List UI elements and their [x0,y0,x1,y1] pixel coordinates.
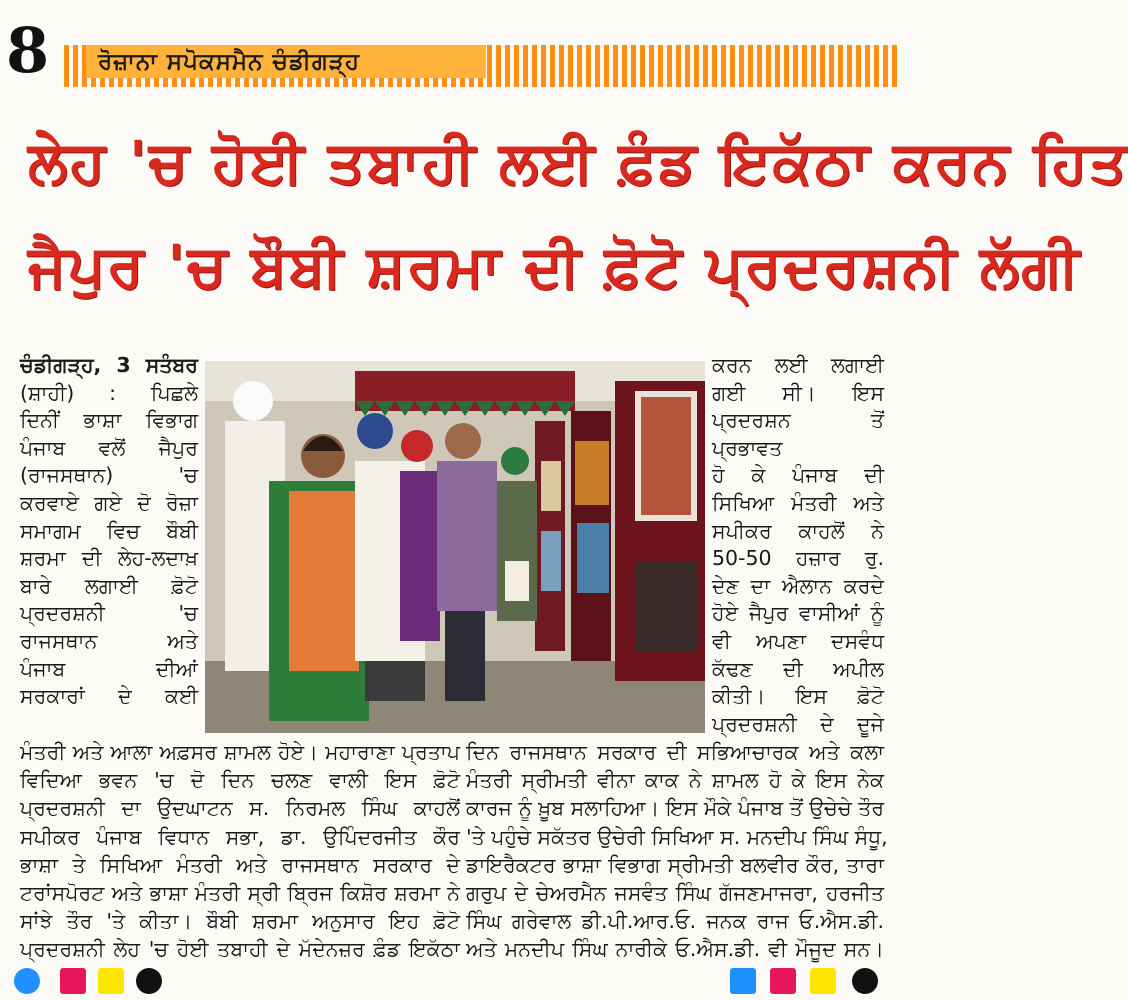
text-line: ਪ੍ਰਦਰਸ਼ਨੀ 'ਚ [20,601,198,626]
text-line: ਸਮਾਗਮ ਵਿਚ ਬੌਬੀ [20,518,198,543]
bottom-right-column [466,738,888,964]
text-line: ਹੋ ਕੇ ਪੰਜਾਬ ਦੀ [712,463,884,488]
text-line: ਸਰਕਾਰਾਂ ਦੇ ਕਈ [20,684,198,709]
left-column [20,352,198,711]
registration-mark-black-right [852,968,878,994]
bottom-left-column [20,738,460,964]
text-line: ਟਰਾਂਸਪੋਰਟ ਅਤੇ ਭਾਸ਼ਾ ਮੰਤਰੀ ਸ੍ਰੀ ਬ੍ਰਿਜ ਕਿਸ਼ੋਰ ਸ਼ਰਮਾ ਨੇ [20,881,460,906]
text-line: ਵਿਦਿਆ ਭਵਨ 'ਚ ਦੋ ਦਿਨ ਚਲਣ ਵਾਲੀ ਇਸ ਫ਼ੋਟੋ [20,768,460,793]
text-line: ਦਿਨ ਰਾਜਸਥਾਨ ਸਰਕਾਰ ਦੀ ਸਭਿਆਚਾਰਕ ਅਤੇ ਕਲਾ [466,740,884,764]
text-line: ਹੋਏ ਜੈਪੁਰ ਵਾਸੀਆਂ ਨੂੰ [712,601,884,626]
text-line: ਸਿਖਿਆ ਮੰਤਰੀ ਅਤੇ [712,490,884,515]
text-line: ਗਈ ਸੀ। ਇਸ [712,380,884,405]
text-line: ਪ੍ਰਦਰਸ਼ਨੀ ਦੇ ਦੂਜੇ [712,711,884,736]
text-line: ਪ੍ਰਦਰਸ਼ਨ ਤੋਂ ਪ੍ਰਭਾਵਤ [712,408,884,460]
news-photo [205,361,705,733]
registration-mark-magenta-left [60,968,86,994]
headline-line-1: ਲੇਹ 'ਚ ਹੋਈ ਤਬਾਹੀ ਲਈ ਫ਼ੰਡ ਇਕੱਠਾ ਕਰਨ ਹਿਤ [28,128,1128,196]
registration-mark-yellow-left [98,968,124,994]
text-line: ਸਪੀਕਰ ਪੰਜਾਬ ਵਿਧਾਨ ਸਭਾ, ਡਾ. ਉਪਿੰਦਰਜੀਤ ਕੌਰ [20,824,460,849]
registration-mark-cyan-left [14,968,40,994]
text-line: (ਸ਼ਾਹੀ) : ਪਿਛਲੇ [20,380,198,405]
text-line: 'ਤੇ ਪਹੁੰਚੇ ਸਕੱਤਰ ਉਚੇਰੀ ਸਿਖਿਆ ਸ. ਮਨਦੀਪ ਸਿੰਘ ਸੰਧੂ, [466,824,888,849]
headline-line-2: ਜੈਪੁਰ 'ਚ ਬੌਬੀ ਸ਼ਰਮਾ ਦੀ ਫ਼ੋਟੋ ਪ੍ਰਦਰਸ਼ਨੀ ਲੱਗੀ [28,232,1081,300]
text-line: ਅਤੇ ਮਨਦੀਪ ਸਿੰਘ ਨਾਰੀਕੇ ਓ.ਐਸ.ਡੀ. ਵੀ ਮੌਜੂਦ ਸਨ। [466,937,884,962]
page-number: 8 [6,14,50,87]
text-line: ਡਾਇਰੈਕਟਰ ਭਾਸ਼ਾ ਵਿਭਾਗ ਸ੍ਰੀਮਤੀ ਬਲਵੀਰ ਕੌਰ, ਤਾਰਾ [466,852,884,877]
text-line: ਬਾਰੇ ਲਗਾਈ ਫ਼ੋਟੋ [20,573,198,598]
text-line: ਸ਼ਰਮਾ ਦੀ ਲੇਹ-ਲਦਾਖ਼ [20,546,198,571]
registration-mark-magenta-right [770,968,796,994]
text-line: ਦਿਨੀਂ ਭਾਸ਼ਾ ਵਿਭਾਗ [20,408,198,433]
text-line: ਦੇਣ ਦਾ ਐਲਾਨ ਕਰਦੇ [712,573,884,598]
text-line: ਕਾਰਜ ਨੂੰ ਖ਼ੂਬ ਸਲਾਹਿਆ। ਇਸ ਮੌਕੇ ਪੰਜਾਬ ਤੋਂ ਉਚੇਚੇ ਤੌਰ [466,796,885,821]
text-line: ਰਾਜਸਥਾਨ ਅਤੇ [20,628,198,653]
masthead-title: ਰੋਜ਼ਾਨਾ ਸਪੋਕਸਮੈਨ ਚੰਡੀਗੜ੍ਹ [98,49,360,75]
text-line: (ਰਾਜਸਥਾਨ) 'ਚ [20,463,198,488]
text-line: ਪੰਜਾਬ ਦੀਆਂ [20,656,198,681]
text-line: ਭਾਸ਼ਾ ਤੇ ਸਿਖਿਆ ਮੰਤਰੀ ਅਤੇ ਰਾਜਸਥਾਨ ਸਰਕਾਰ ਦੇ [20,852,460,877]
text-line: ਸਾਂਝੇ ਤੌਰ 'ਤੇ ਕੀਤਾ। ਬੌਬੀ ਸ਼ਰਮਾ ਅਨੁਸਾਰ ਇਹ ਫ਼ੋਟੋ [20,909,460,934]
dateline: ਚੰਡੀਗੜ੍ਹ, 3 ਸਤੰਬਰ [20,353,198,377]
text-line: ਗਰੁਪ ਦੇ ਚੇਅਰਮੈਨ ਜਸਵੰਤ ਸਿੰਘ ਗੱਜਣਮਾਜਰਾ, ਹਰਜੀਤ [466,881,884,906]
registration-mark-yellow-right [810,968,836,994]
right-column [712,352,884,738]
text-line: ਸਿੰਘ ਗਰੇਵਾਲ ਡੀ.ਪੀ.ਆਰ.ਓ. ਜਨਕ ਰਾਜ ਓ.ਐਸ.ਡੀ. [466,909,884,934]
text-line: 50-50 ਹਜ਼ਾਰ ਰੁ. [712,546,884,571]
exhibition-photo-illustration [205,361,705,733]
text-line: ਵੀ ਅਪਣਾ ਦਸਵੰਧ [712,628,884,653]
text-line: ਸਪੀਕਰ ਕਾਹਲੋਂ ਨੇ [712,518,884,543]
text-line: ਪੰਜਾਬ ਵਲੋਂ ਜੈਪੁਰ [20,435,198,460]
registration-mark-cyan-right [730,968,756,994]
text-line: ਮੰਤਰੀ ਸ੍ਰੀਮਤੀ ਵੀਨਾ ਕਾਕ ਨੇ ਸ਼ਾਮਲ ਹੋ ਕੇ ਇਸ ਨੇਕ [466,768,884,793]
text-line: ਪ੍ਰਦਰਸ਼ਨੀ ਦਾ ਉਦਘਾਟਨ ਸ. ਨਿਰਮਲ ਸਿੰਘ ਕਾਹਲੋਂ [20,796,460,821]
text-line: ਮੰਤਰੀ ਅਤੇ ਆਲਾ ਅਫ਼ਸਰ ਸ਼ਾਮਲ ਹੋਏ। ਮਹਾਰਾਣਾ ਪ੍ਰਤਾਪ [20,740,460,764]
registration-mark-black-left [136,968,162,994]
text-line: ਕੱਢਣ ਦੀ ਅਪੀਲ [712,656,884,681]
text-line: ਪ੍ਰਦਰਸ਼ਨੀ ਲੇਹ 'ਚ ਹੋਈ ਤਬਾਹੀ ਦੇ ਮੱਦੇਨਜ਼ਰ ਫ਼ੰਡ ਇਕੱਠਾ [20,937,460,962]
text-line: ਕਰਵਾਏ ਗਏ ਦੋ ਰੋਜ਼ਾ [20,490,198,515]
text-line: ਕਰਨ ਲਈ ਲਗਾਈ [712,353,884,377]
text-line: ਕੀਤੀ। ਇਸ ਫ਼ੋਟੋ [712,684,884,709]
